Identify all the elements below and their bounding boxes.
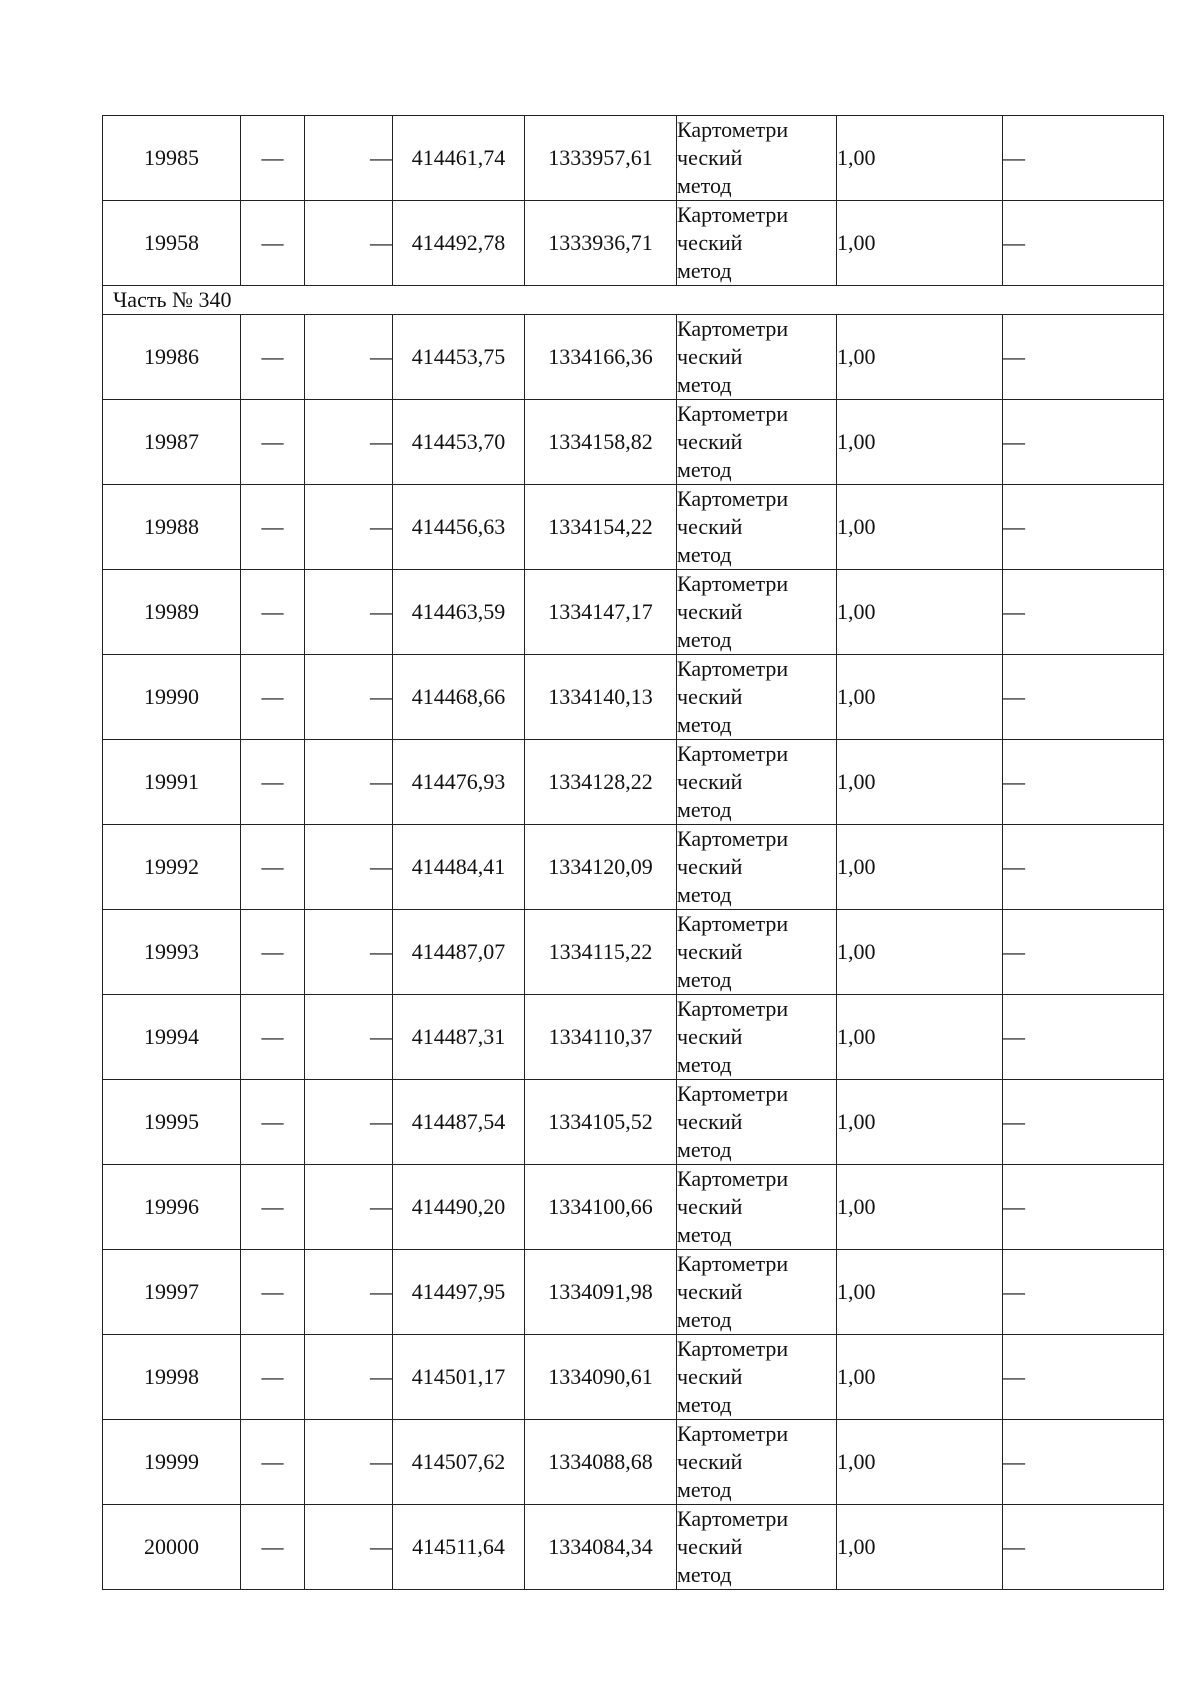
method-cell (677, 1335, 837, 1420)
y-coordinate-cell: 1334110,37 (525, 995, 677, 1080)
method-text-line: Картометри (677, 401, 789, 426)
description-cell: — (1003, 315, 1164, 400)
y-coordinate-cell: 1333957,61 (525, 116, 677, 201)
accuracy-cell: 1,00 (837, 740, 1003, 825)
empty-value-cell: — (241, 485, 305, 570)
x-coordinate-cell: 414497,95 (393, 1250, 525, 1335)
description-cell: — (1003, 1165, 1164, 1250)
method-text-line: Картометри (677, 1251, 789, 1276)
y-coordinate-cell: 1334120,09 (525, 825, 677, 910)
y-coordinate-cell: 1334140,13 (525, 655, 677, 740)
method-text-line: метод (677, 372, 732, 397)
method-text-line: ческий (677, 1449, 743, 1474)
table-row (103, 400, 1164, 485)
empty-value-cell: — (305, 1250, 393, 1335)
method-text-line: ческий (677, 1109, 743, 1134)
method-text-line: метод (677, 258, 732, 283)
method-text-line: ческий (677, 230, 743, 255)
point-number-cell: 19994 (103, 995, 241, 1080)
method-text-line: метод (677, 882, 732, 907)
y-coordinate-cell: 1334091,98 (525, 1250, 677, 1335)
table-row (103, 1250, 1164, 1335)
description-cell: — (1003, 1335, 1164, 1420)
empty-value-cell: — (305, 1080, 393, 1165)
accuracy-cell: 1,00 (837, 1505, 1003, 1590)
table-row (103, 116, 1164, 201)
point-number-cell: 19992 (103, 825, 241, 910)
point-number-cell: 19995 (103, 1080, 241, 1165)
description-cell: — (1003, 1250, 1164, 1335)
x-coordinate-cell: 414468,66 (393, 655, 525, 740)
point-number-cell: 19987 (103, 400, 241, 485)
x-coordinate-cell: 414487,54 (393, 1080, 525, 1165)
method-text-line: Картометри (677, 741, 789, 766)
empty-value-cell: — (241, 1080, 305, 1165)
method-text-line: Картометри (677, 1166, 789, 1191)
description-cell: — (1003, 1505, 1164, 1590)
method-text-line: Картометри (677, 1081, 789, 1106)
empty-value-cell: — (305, 1165, 393, 1250)
method-cell (677, 655, 837, 740)
method-text-line: метод (677, 1392, 732, 1417)
empty-value-cell: — (305, 400, 393, 485)
x-coordinate-cell: 414484,41 (393, 825, 525, 910)
empty-value-cell: — (241, 825, 305, 910)
point-number-cell: 19988 (103, 485, 241, 570)
table-row (103, 1080, 1164, 1165)
description-cell: — (1003, 825, 1164, 910)
method-text-line: ческий (677, 599, 743, 624)
method-text-line: метод (677, 173, 732, 198)
accuracy-cell: 1,00 (837, 1080, 1003, 1165)
method-text-line: Картометри (677, 911, 789, 936)
empty-value-cell: — (241, 116, 305, 201)
coordinates-table (102, 115, 1164, 1590)
method-text-line: метод (677, 627, 732, 652)
point-number-cell: 20000 (103, 1505, 241, 1590)
method-cell (677, 485, 837, 570)
method-text-line: ческий (677, 344, 743, 369)
method-text-line: Картометри (677, 316, 789, 341)
accuracy-cell: 1,00 (837, 116, 1003, 201)
table-row (103, 570, 1164, 655)
point-number-cell: 19996 (103, 1165, 241, 1250)
table-row (103, 995, 1164, 1080)
method-text-line: метод (677, 1307, 732, 1332)
y-coordinate-cell: 1334105,52 (525, 1080, 677, 1165)
table-row (103, 825, 1164, 910)
empty-value-cell: — (305, 1505, 393, 1590)
description-cell: — (1003, 201, 1164, 286)
empty-value-cell: — (305, 740, 393, 825)
table-row (103, 485, 1164, 570)
point-number-cell: 19989 (103, 570, 241, 655)
point-number-cell: 19985 (103, 116, 241, 201)
x-coordinate-cell: 414511,64 (393, 1505, 525, 1590)
method-cell (677, 1505, 837, 1590)
accuracy-cell: 1,00 (837, 910, 1003, 995)
empty-value-cell: — (241, 655, 305, 740)
method-cell (677, 570, 837, 655)
empty-value-cell: — (305, 1335, 393, 1420)
method-text-line: метод (677, 712, 732, 737)
description-cell: — (1003, 740, 1164, 825)
empty-value-cell: — (241, 201, 305, 286)
empty-value-cell: — (305, 315, 393, 400)
method-text-line: ческий (677, 1279, 743, 1304)
method-text-line: ческий (677, 939, 743, 964)
method-text-line: ческий (677, 769, 743, 794)
method-text-line: ческий (677, 1364, 743, 1389)
method-text-line: ческий (677, 1024, 743, 1049)
method-text-line: метод (677, 1052, 732, 1077)
table-row (103, 910, 1164, 995)
accuracy-cell: 1,00 (837, 1420, 1003, 1505)
x-coordinate-cell: 414453,70 (393, 400, 525, 485)
accuracy-cell: 1,00 (837, 1335, 1003, 1420)
point-number-cell: 19993 (103, 910, 241, 995)
method-text-line: Картометри (677, 1421, 789, 1446)
y-coordinate-cell: 1334090,61 (525, 1335, 677, 1420)
empty-value-cell: — (241, 315, 305, 400)
method-cell (677, 315, 837, 400)
accuracy-cell: 1,00 (837, 400, 1003, 485)
accuracy-cell: 1,00 (837, 995, 1003, 1080)
method-cell (677, 1080, 837, 1165)
empty-value-cell: — (241, 570, 305, 655)
method-text-line: Картометри (677, 826, 789, 851)
empty-value-cell: — (241, 1250, 305, 1335)
empty-value-cell: — (241, 1505, 305, 1590)
method-text-line: Картометри (677, 117, 789, 142)
method-text-line: метод (677, 967, 732, 992)
y-coordinate-cell: 1334084,34 (525, 1505, 677, 1590)
method-text-line: ческий (677, 1534, 743, 1559)
table-row (103, 740, 1164, 825)
method-text-line: Картометри (677, 996, 789, 1021)
description-cell: — (1003, 1420, 1164, 1505)
empty-value-cell: — (305, 1420, 393, 1505)
description-cell: — (1003, 655, 1164, 740)
x-coordinate-cell: 414507,62 (393, 1420, 525, 1505)
method-cell (677, 1420, 837, 1505)
method-cell (677, 400, 837, 485)
empty-value-cell: — (305, 570, 393, 655)
method-text-line: метод (677, 542, 732, 567)
method-text-line: метод (677, 797, 732, 822)
accuracy-cell: 1,00 (837, 201, 1003, 286)
method-text-line: Картометри (677, 202, 789, 227)
x-coordinate-cell: 414492,78 (393, 201, 525, 286)
method-cell (677, 1165, 837, 1250)
description-cell: — (1003, 570, 1164, 655)
empty-value-cell: — (241, 910, 305, 995)
point-number-cell: 19999 (103, 1420, 241, 1505)
empty-value-cell: — (305, 485, 393, 570)
description-cell: — (1003, 910, 1164, 995)
empty-value-cell: — (305, 655, 393, 740)
method-text-line: Картометри (677, 1336, 789, 1361)
method-text-line: метод (677, 457, 732, 482)
y-coordinate-cell: 1334147,17 (525, 570, 677, 655)
method-text-line: Картометри (677, 571, 789, 596)
table-row (103, 1165, 1164, 1250)
empty-value-cell: — (305, 201, 393, 286)
table-row (103, 1505, 1164, 1590)
method-text-line: метод (677, 1477, 732, 1502)
method-text-line: Картометри (677, 656, 789, 681)
empty-value-cell: — (241, 740, 305, 825)
accuracy-cell: 1,00 (837, 1165, 1003, 1250)
empty-value-cell: — (241, 400, 305, 485)
method-text-line: ческий (677, 514, 743, 539)
table-row (103, 1420, 1164, 1505)
x-coordinate-cell: 414456,63 (393, 485, 525, 570)
accuracy-cell: 1,00 (837, 655, 1003, 740)
method-text-line: ческий (677, 854, 743, 879)
description-cell: — (1003, 1080, 1164, 1165)
empty-value-cell: — (305, 116, 393, 201)
x-coordinate-cell: 414487,31 (393, 995, 525, 1080)
method-text-line: Картометри (677, 1506, 789, 1531)
method-cell (677, 1250, 837, 1335)
method-text-line: метод (677, 1137, 732, 1162)
coordinates-table-body (103, 116, 1164, 1590)
x-coordinate-cell: 414501,17 (393, 1335, 525, 1420)
x-coordinate-cell: 414487,07 (393, 910, 525, 995)
method-cell (677, 910, 837, 995)
y-coordinate-cell: 1334166,36 (525, 315, 677, 400)
empty-value-cell: — (241, 1165, 305, 1250)
empty-value-cell: — (305, 825, 393, 910)
method-text-line: Картометри (677, 486, 789, 511)
x-coordinate-cell: 414490,20 (393, 1165, 525, 1250)
table-row (103, 315, 1164, 400)
method-text-line: ческий (677, 429, 743, 454)
description-cell: — (1003, 400, 1164, 485)
empty-value-cell: — (241, 1335, 305, 1420)
method-text-line: метод (677, 1222, 732, 1247)
section-header-row (103, 286, 1164, 315)
y-coordinate-cell: 1333936,71 (525, 201, 677, 286)
method-text-line: метод (677, 1562, 732, 1587)
y-coordinate-cell: 1334154,22 (525, 485, 677, 570)
y-coordinate-cell: 1334100,66 (525, 1165, 677, 1250)
x-coordinate-cell: 414463,59 (393, 570, 525, 655)
x-coordinate-cell: 414476,93 (393, 740, 525, 825)
empty-value-cell: — (241, 995, 305, 1080)
y-coordinate-cell: 1334158,82 (525, 400, 677, 485)
accuracy-cell: 1,00 (837, 570, 1003, 655)
accuracy-cell: 1,00 (837, 315, 1003, 400)
description-cell: — (1003, 485, 1164, 570)
method-cell (677, 201, 837, 286)
method-text-line: ческий (677, 684, 743, 709)
x-coordinate-cell: 414453,75 (393, 315, 525, 400)
x-coordinate-cell: 414461,74 (393, 116, 525, 201)
table-row (103, 655, 1164, 740)
y-coordinate-cell: 1334088,68 (525, 1420, 677, 1505)
y-coordinate-cell: 1334128,22 (525, 740, 677, 825)
accuracy-cell: 1,00 (837, 485, 1003, 570)
table-row (103, 1335, 1164, 1420)
point-number-cell: 19998 (103, 1335, 241, 1420)
empty-value-cell: — (305, 910, 393, 995)
method-cell (677, 825, 837, 910)
method-cell (677, 995, 837, 1080)
point-number-cell: 19990 (103, 655, 241, 740)
point-number-cell: 19991 (103, 740, 241, 825)
empty-value-cell: — (241, 1420, 305, 1505)
point-number-cell: 19958 (103, 201, 241, 286)
point-number-cell: 19986 (103, 315, 241, 400)
method-text-line: ческий (677, 145, 743, 170)
table-row (103, 201, 1164, 286)
method-text-line: ческий (677, 1194, 743, 1219)
description-cell: — (1003, 995, 1164, 1080)
accuracy-cell: 1,00 (837, 1250, 1003, 1335)
method-cell (677, 116, 837, 201)
point-number-cell: 19997 (103, 1250, 241, 1335)
accuracy-cell: 1,00 (837, 825, 1003, 910)
section-header-label: Часть № 340 (103, 286, 1164, 315)
method-cell (677, 740, 837, 825)
empty-value-cell: — (305, 995, 393, 1080)
description-cell: — (1003, 116, 1164, 201)
y-coordinate-cell: 1334115,22 (525, 910, 677, 995)
